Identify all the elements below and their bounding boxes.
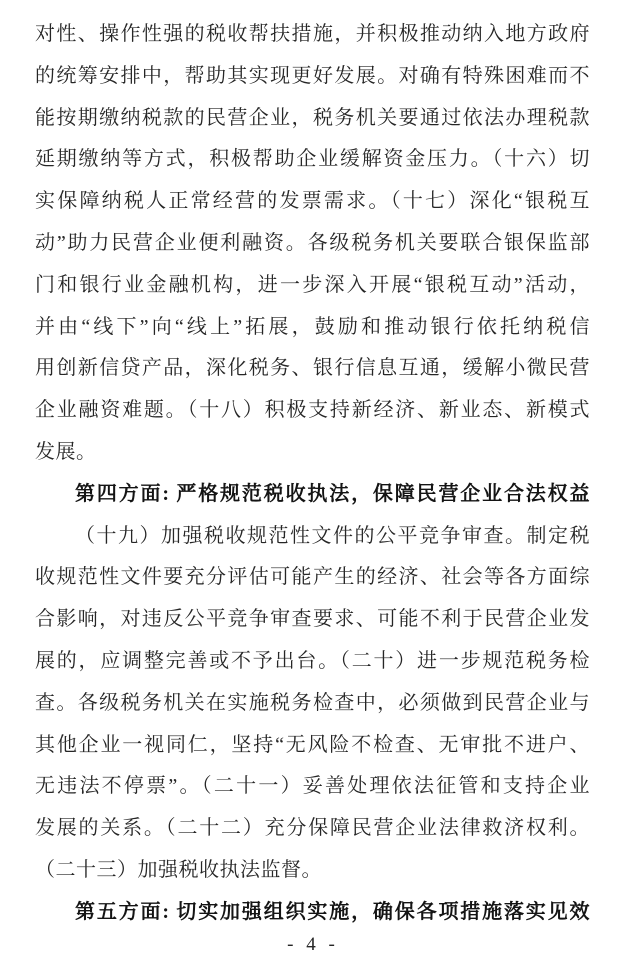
text-line: 其他企业一视同仁，坚持“无风险不检查、无审批不进户、 bbox=[35, 733, 590, 756]
text-line: （十九）加强税收规范性文件的公平竞争审查。制定税 bbox=[75, 524, 590, 547]
section-heading: 第四方面: 严格规范税收执法，保障民营企业合法权益 bbox=[75, 482, 590, 505]
text-line: 查。各级税务机关在实施税务检查中，必须做到民营企业与 bbox=[35, 691, 590, 714]
text-line: 合影响，对违反公平竞争审查要求、可能不利于民营企业发 bbox=[35, 608, 590, 631]
text-line: （二十三）加强税收执法监督。 bbox=[35, 858, 322, 881]
page-footer bbox=[0, 934, 626, 956]
text-line: 动”助力民营企业便利融资。各级税务机关要联合银保监部 bbox=[35, 231, 590, 254]
document-body bbox=[35, 14, 590, 934]
text-line: 门和银行业金融机构，进一步深入开展“银税互动”活动， bbox=[35, 273, 590, 296]
text-line: 发展。 bbox=[35, 440, 97, 463]
text-line: 企业融资难题。（十八）积极支持新经济、新业态、新模式 bbox=[35, 399, 590, 422]
text-line: 无违法不停票”。（二十一）妥善处理依法征管和支持企业 bbox=[35, 775, 590, 798]
text-line: 用创新信贷产品，深化税务、银行信息互通，缓解小微民营 bbox=[35, 357, 590, 380]
page-number: - 4 - bbox=[287, 934, 339, 955]
text-line: 的统筹安排中，帮助其实现更好发展。对确有特殊困难而不 bbox=[35, 64, 590, 87]
text-line: 并由“线下”向“线上”拓展，鼓励和推动银行依托纳税信 bbox=[35, 315, 590, 338]
section-heading: 第五方面: 切实加强组织实施，确保各项措施落实见效 bbox=[75, 900, 590, 923]
text-line: 收规范性文件要充分评估可能产生的经济、社会等各方面综 bbox=[35, 566, 590, 589]
text-line: 发展的关系。（二十二）充分保障民营企业法律救济权利。 bbox=[35, 817, 590, 840]
text-line: 能按期缴纳税款的民营企业，税务机关要通过依法办理税款 bbox=[35, 106, 590, 129]
text-line: 延期缴纳等方式，积极帮助企业缓解资金压力。（十六）切 bbox=[35, 148, 590, 171]
text-line: 展的，应调整完善或不予出台。（二十）进一步规范税务检 bbox=[35, 649, 590, 672]
text-line: 实保障纳税人正常经营的发票需求。（十七）深化“银税互 bbox=[35, 190, 590, 213]
text-line: 对性、操作性强的税收帮扶措施，并积极推动纳入地方政府 bbox=[35, 23, 590, 45]
